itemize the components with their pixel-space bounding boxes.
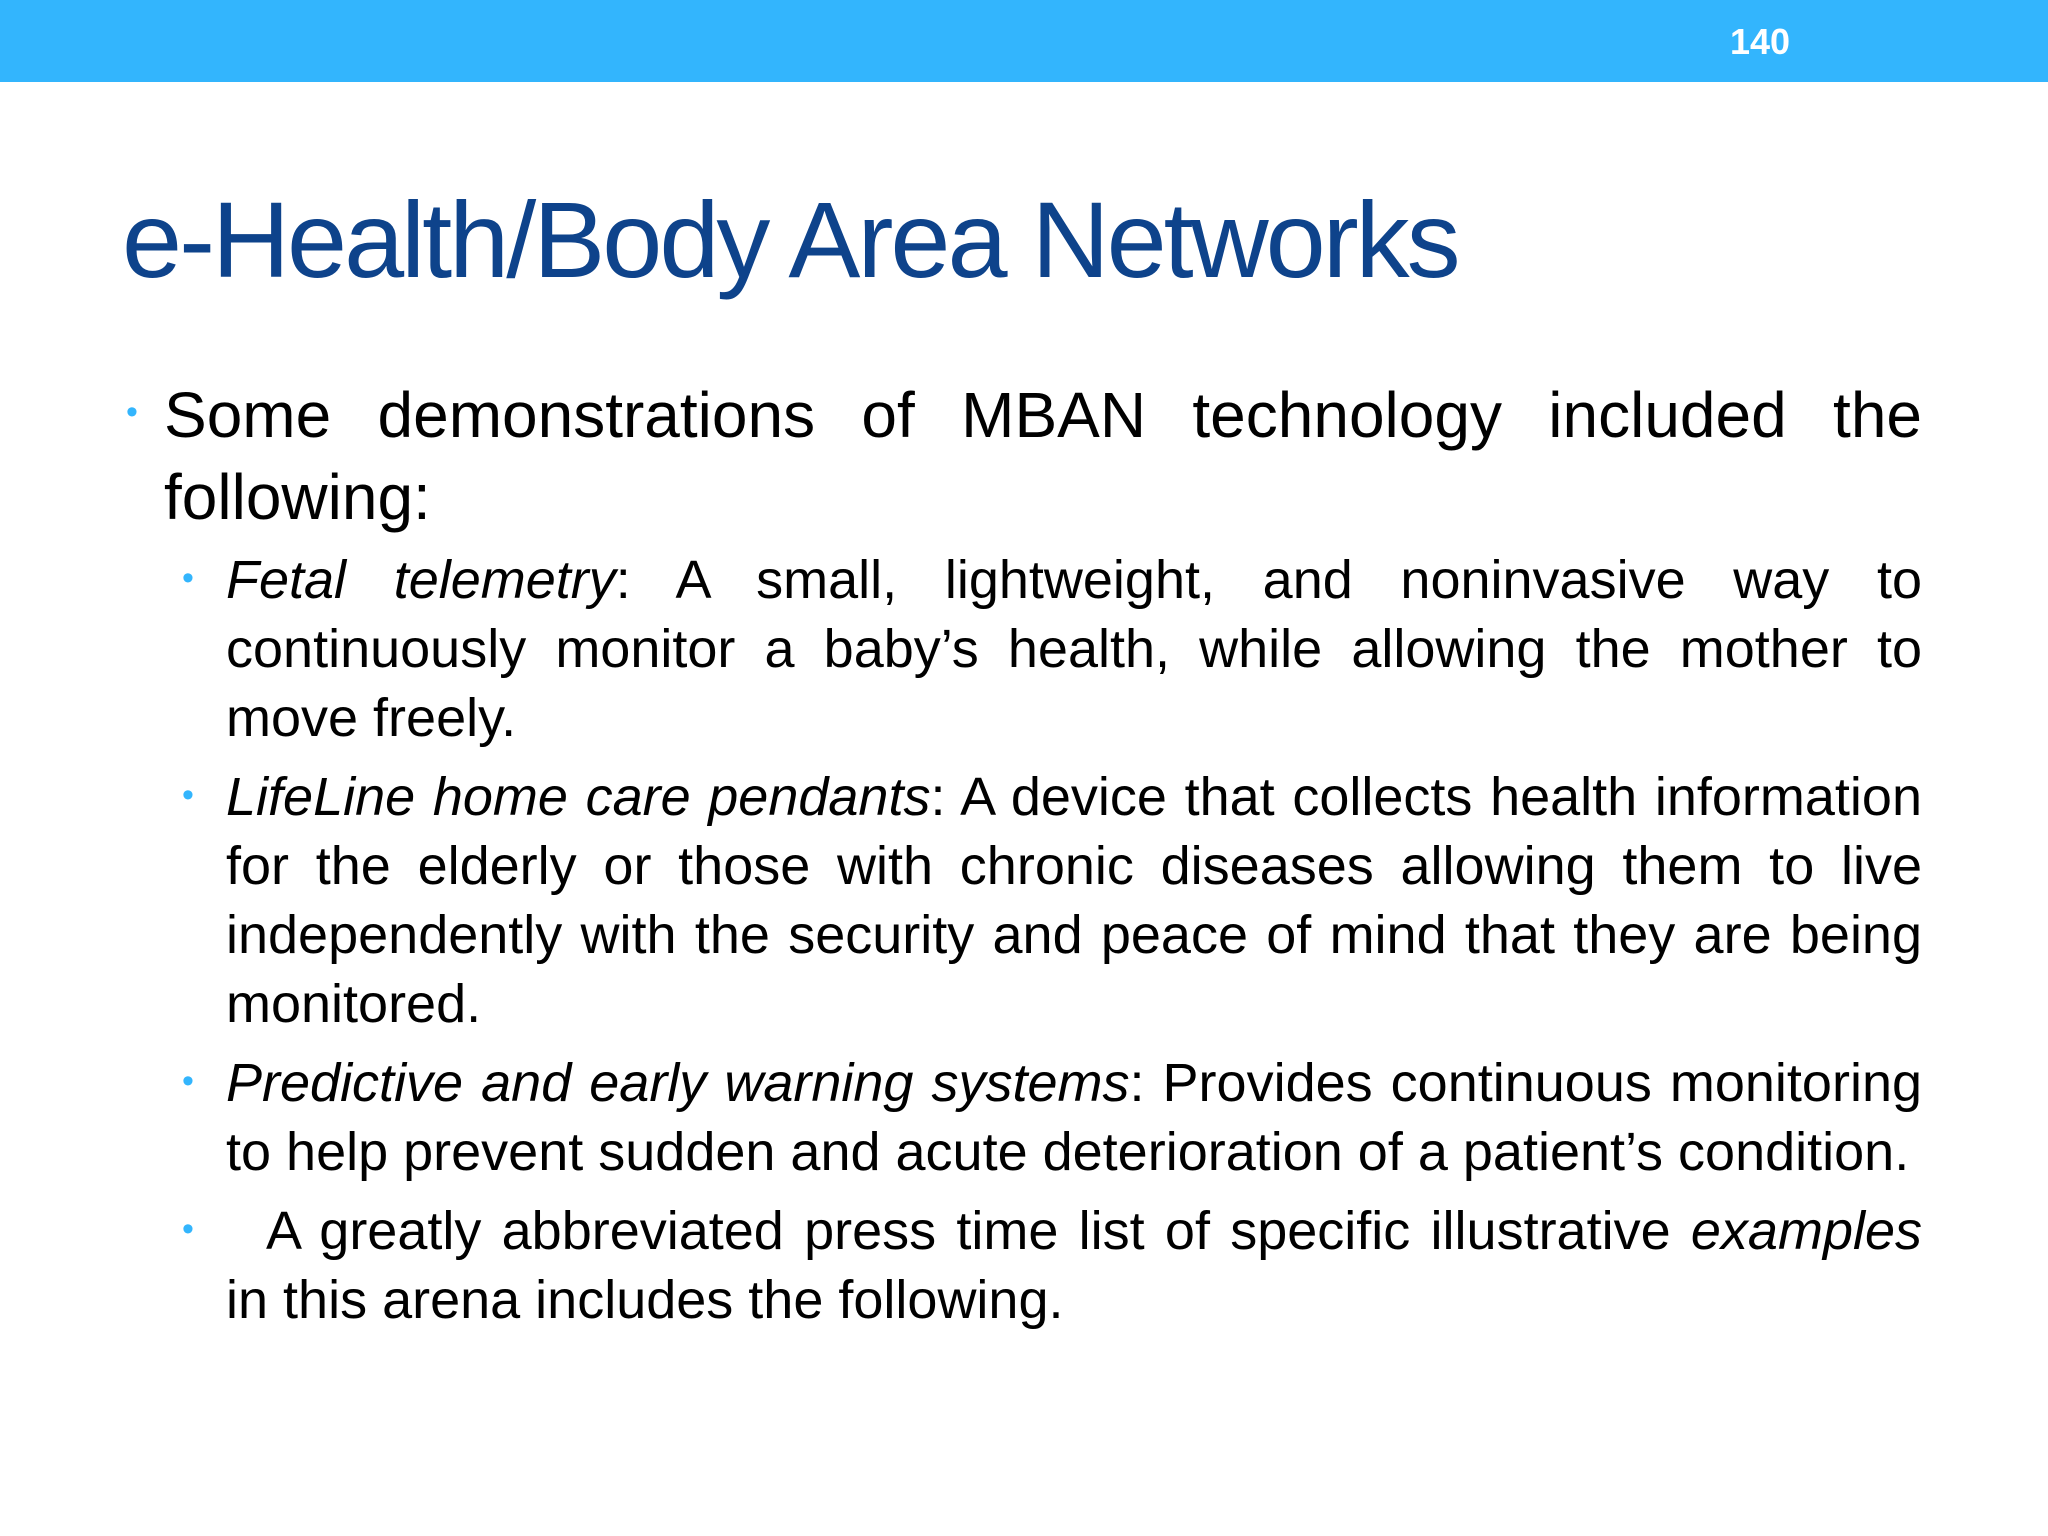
bullet-dot-icon: • bbox=[182, 559, 194, 597]
sub-bullet-text: : A device that collects health information for the elderly or those with chronic diseases allowing them to live independently with the security and peace of mind that they are being monitored. bbox=[226, 767, 1922, 1034]
top-bar bbox=[0, 0, 2048, 82]
bullet-dot-icon: • bbox=[126, 393, 138, 431]
slide-title: e-Health/Body Area Networks bbox=[122, 179, 1458, 300]
slide-number: 140 bbox=[1729, 21, 1791, 62]
sub-bullet-predictive-systems bbox=[182, 1049, 1923, 1187]
sub-bullet-term: Predictive and early warning systems bbox=[226, 1053, 1130, 1113]
sub-bullet-examples bbox=[182, 1197, 1922, 1335]
main-bullet bbox=[122, 374, 1922, 538]
sub-bullet-text: : Provides continuous monitoring to help prevent sudden and acute deterioration of a patient’s condition. bbox=[226, 1053, 1923, 1182]
sub-bullet-lifeline-pendants bbox=[182, 763, 1922, 1039]
last-bullet-term: examples bbox=[1690, 1201, 1922, 1261]
sub-bullet-term: LifeLine home care pendants bbox=[226, 767, 931, 827]
last-bullet-post: in this arena includes the following. bbox=[226, 1270, 1064, 1330]
bullet-dot-icon: • bbox=[182, 776, 194, 814]
sub-bullet-fetal-telemetry bbox=[182, 546, 1922, 753]
bullet-dot-icon: • bbox=[182, 1062, 194, 1100]
slide-body bbox=[122, 374, 1922, 1335]
sub-bullet-term: Fetal telemetry bbox=[226, 550, 616, 610]
sub-bullet-text: : A small, lightweight, and noninvasive way to continuously monitor a baby’s health, while allowing the mother to move freely. bbox=[226, 550, 1922, 748]
last-bullet-pre: A greatly abbreviated press time list of specific illustrative bbox=[266, 1201, 1691, 1261]
main-bullet-text: Some demonstrations of MBAN technology included the following: bbox=[164, 379, 1922, 533]
bullet-dot-icon: • bbox=[182, 1210, 194, 1248]
